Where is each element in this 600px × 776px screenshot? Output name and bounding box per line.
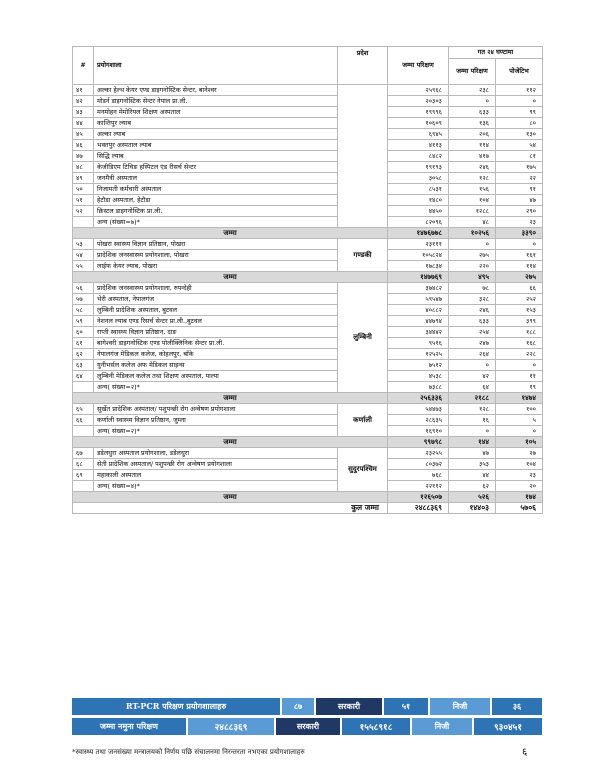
col-24h-tests-header: जम्मा परिक्षण xyxy=(449,59,496,85)
lab-24h-tests: १६ xyxy=(449,415,496,426)
footnote: *स्वास्थ्य तथा जनसंख्या मन्त्रालयको निर्णय पछि संचालनमा निरन्तरता नभएका प्रयोगशालाहरु xyxy=(72,748,305,756)
lab-total-tests: ४५३८ xyxy=(388,371,449,382)
private-samples-count: ९३०४५१ xyxy=(474,718,542,735)
lab-24h-positive: १६१ xyxy=(496,250,543,261)
lab-24h-tests: ६४ xyxy=(449,382,496,393)
lab-number: ५३ xyxy=(73,239,94,250)
lab-name: सिद्धि ल्याब xyxy=(94,151,338,162)
gov-lab-count: ५१ xyxy=(384,698,428,715)
lab-number xyxy=(73,382,94,393)
lab-24h-positive: ११२ xyxy=(496,85,543,96)
lab-24h-tests: ४१७ xyxy=(449,151,496,162)
lab-total-tests: १०५८२४ xyxy=(388,250,449,261)
lab-24h-positive: १३० xyxy=(496,129,543,140)
lab-24h-tests: १३६ xyxy=(449,118,496,129)
lab-24h-tests: ३५३ xyxy=(449,459,496,470)
table-row xyxy=(73,459,543,470)
lab-number: ४१ xyxy=(73,85,94,96)
lab-name: क्रिस्टल डाइगनोस्टिक प्रा.ली. xyxy=(94,206,338,217)
lab-number: ५८ xyxy=(73,305,94,316)
grand-total-tests: २४८८३६९ xyxy=(388,503,449,514)
lab-total-tests: २३२५५ xyxy=(388,448,449,459)
table-row xyxy=(73,239,543,250)
gov-samples-label: सरकारी xyxy=(276,718,340,735)
lab-24h-tests: ११४ xyxy=(449,140,496,151)
lab-total-tests: १६९१० xyxy=(388,426,449,437)
table-row xyxy=(73,140,543,151)
lab-24h-positive: २७ xyxy=(496,448,543,459)
lab-number: ५४ xyxy=(73,250,94,261)
table-row xyxy=(73,250,543,261)
subtotal-label: जम्मा xyxy=(73,393,388,404)
lab-number: ६६ xyxy=(73,415,94,426)
table-row xyxy=(73,305,543,316)
lab-number: ६९ xyxy=(73,470,94,481)
lab-24h-tests: ७८ xyxy=(449,283,496,294)
lab-24h-tests: ४७ xyxy=(449,448,496,459)
lab-total-tests: ३४४४२ xyxy=(388,327,449,338)
lab-number: ४५ xyxy=(73,129,94,140)
lab-24h-positive: २२८ xyxy=(496,349,543,360)
col-total-header: जम्मा परिक्षण xyxy=(388,47,449,85)
lab-24h-positive: ४७ xyxy=(496,195,543,206)
lab-name: कर्णाली स्वास्थ्य विज्ञान प्रतिष्ठान, जुम्ला xyxy=(94,415,338,426)
private-lab-label: निजी xyxy=(430,698,490,715)
lab-name: निजामती कर्मचारी अस्पताल xyxy=(94,184,338,195)
lab-24h-positive: ९९ xyxy=(496,107,543,118)
table-row xyxy=(73,162,543,173)
lab-name: जनमैत्री अस्पताल xyxy=(94,173,338,184)
rt-pcr-label: RT-PCR परिक्षण प्रयोगशालाहरु xyxy=(72,698,280,715)
samples-label: जम्मा नमुना परिक्षण xyxy=(72,718,186,735)
lab-total-tests: ८४८२ xyxy=(388,151,449,162)
table-row xyxy=(73,85,543,96)
lab-number: ६१ xyxy=(73,338,94,349)
lab-number xyxy=(73,481,94,492)
lab-name: नेपालगंज मेडिकल कलेज, कोहलपुर, बाँके xyxy=(94,349,338,360)
province-name: लुम्बिनी xyxy=(338,283,388,393)
lab-24h-positive: २५२ xyxy=(496,294,543,305)
subtotal-total-tests: १४७६७७८ xyxy=(388,228,449,239)
lab-number: ५६ xyxy=(73,283,94,294)
lab-24h-tests: ४२ xyxy=(449,371,496,382)
lab-24h-positive: १०० xyxy=(496,404,543,415)
lab-name: सेती प्रादेशिक अस्पताल/ पशुपन्छी रोग अन्वेषण प्रयोगशाला xyxy=(94,459,338,470)
lab-number xyxy=(73,217,94,228)
lab-name: केजीडिएम टिचिङ हस्पिटल एंड रीसर्च सेन्टर xyxy=(94,162,338,173)
lab-24h-tests: १५६ xyxy=(449,184,496,195)
laboratory-table-body xyxy=(73,85,543,514)
lab-24h-positive: १९ xyxy=(496,382,543,393)
lab-24h-positive: ५ xyxy=(496,415,543,426)
lab-name: भेरी अस्पताल, नेपालगंज xyxy=(94,294,338,305)
subtotal-total-tests: १४७७६९ xyxy=(388,272,449,283)
lab-24h-tests: २४६ xyxy=(449,162,496,173)
lab-24h-positive: ११ xyxy=(496,371,543,382)
subtotal-24h-positive: १४७४ xyxy=(496,393,543,404)
subtotal-24h-positive: १७४ xyxy=(496,492,543,503)
subtotal-row xyxy=(73,492,543,503)
lab-number: ४२ xyxy=(73,96,94,107)
lab-name: लाईफ केयर ल्याब, पोखरा xyxy=(94,261,338,272)
lab-total-tests: ३०५८ xyxy=(388,173,449,184)
grand-total-24h-positive: ५७०६ xyxy=(496,503,543,514)
lab-24h-positive: ९१ xyxy=(496,184,543,195)
lab-number: ५९ xyxy=(73,316,94,327)
subtotal-24h-tests: १०२५६ xyxy=(449,228,496,239)
table-row xyxy=(73,360,543,371)
table-row xyxy=(73,426,543,437)
province-name: गण्डकी xyxy=(338,239,388,272)
lab-total-tests: ६९४५ xyxy=(388,129,449,140)
lab-total-tests: ७५१२ xyxy=(388,360,449,371)
lab-24h-tests: २६४ xyxy=(449,349,496,360)
subtotal-total-tests: १२६५०७ xyxy=(388,492,449,503)
lab-name: डडेलधुरा अस्पताल प्रयोगशाला, डडेलधुरा xyxy=(94,448,338,459)
col-24h-header: गत २४ घण्टामा xyxy=(449,47,543,59)
lab-24h-positive: १६८ xyxy=(496,338,543,349)
lab-name: प्रादेशिक जनस्वास्थ्य प्रयोगशाला, रुपन्देही xyxy=(94,283,338,294)
lab-24h-positive: ० xyxy=(496,426,543,437)
table-row xyxy=(73,129,543,140)
lab-number: ५५ xyxy=(73,261,94,272)
table-row xyxy=(73,415,543,426)
grand-total-row xyxy=(73,503,543,514)
lab-24h-tests: ६२ xyxy=(449,481,496,492)
lab-number: ४७ xyxy=(73,151,94,162)
lab-name: अन्य( संख्या=२)* xyxy=(94,382,338,393)
lab-24h-positive: २९० xyxy=(496,206,543,217)
subtotal-label: जम्मा xyxy=(73,228,388,239)
table-row xyxy=(73,338,543,349)
lab-number: ५७ xyxy=(73,294,94,305)
subtotal-total-tests: ९९७९८ xyxy=(388,437,449,448)
lab-total-tests: ४४७९४ xyxy=(388,316,449,327)
lab-name: अन्य( संख्या=४)* xyxy=(94,481,338,492)
lab-24h-tests: १२८ xyxy=(449,173,496,184)
lab-name: लुम्बिनी प्रादेशिक अस्पताल, बुटवल xyxy=(94,305,338,316)
lab-24h-positive: २३ xyxy=(496,470,543,481)
lab-24h-tests: ४८ xyxy=(449,217,496,228)
lab-24h-tests: २४७ xyxy=(449,338,496,349)
subtotal-total-tests: २५६३३६ xyxy=(388,393,449,404)
lab-24h-positive: ० xyxy=(496,239,543,250)
lab-total-tests: ८५३१ xyxy=(388,184,449,195)
subtotal-label: जम्मा xyxy=(73,437,388,448)
samples-count: २४८८३६९ xyxy=(188,718,274,735)
lab-name: अन्य (संख्या=७)* xyxy=(94,217,338,228)
lab-total-tests: ७६८ xyxy=(388,470,449,481)
table-row xyxy=(73,481,543,492)
lab-total-tests: १९१९३ xyxy=(388,162,449,173)
lab-name: प्रादेशिक जनस्वास्थ्य प्रयोगशाला, पोखरा xyxy=(94,250,338,261)
lab-24h-positive: ० xyxy=(496,360,543,371)
table-row xyxy=(73,195,543,206)
table-row xyxy=(73,118,543,129)
lab-number: ४३ xyxy=(73,107,94,118)
lab-name: मोडर्न डाइगनोस्टिक सेन्टर नेपाल प्रा.ली. xyxy=(94,96,338,107)
lab-number: ६७ xyxy=(73,448,94,459)
table-row xyxy=(73,206,543,217)
subtotal-24h-positive: ३३९० xyxy=(496,228,543,239)
lab-number: ५१ xyxy=(73,195,94,206)
lab-24h-tests: २२० xyxy=(449,261,496,272)
lab-total-tests: २०३०३ xyxy=(388,96,449,107)
subtotal-24h-tests: १४४ xyxy=(449,437,496,448)
gov-lab-label: सरकारी xyxy=(316,698,382,715)
lab-name: महाकाली अस्पताल xyxy=(94,470,338,481)
table-row xyxy=(73,283,543,294)
lab-24h-positive: ६६ xyxy=(496,283,543,294)
lab-name: मनमोहन मेमोरियल शिक्षण अस्पताल xyxy=(94,107,338,118)
lab-total-tests: ९५१६ xyxy=(388,338,449,349)
province-name xyxy=(338,85,388,228)
private-lab-count: ३६ xyxy=(492,698,542,715)
lab-name: राप्ती स्वास्थ्य विज्ञान प्रतिष्ठान, दाङ xyxy=(94,327,338,338)
lab-24h-tests: ० xyxy=(449,426,496,437)
subtotal-24h-tests: ४९५ xyxy=(449,272,496,283)
lab-total-tests: १४८० xyxy=(388,195,449,206)
lab-number: ६३ xyxy=(73,360,94,371)
lab-24h-tests: ४४ xyxy=(449,470,496,481)
subtotal-24h-positive: २७५ xyxy=(496,272,543,283)
lab-24h-positive: ८० xyxy=(496,118,543,129)
table-row xyxy=(73,382,543,393)
laboratory-table xyxy=(72,46,543,514)
table-row xyxy=(73,173,543,184)
table-row xyxy=(73,349,543,360)
col-24h-positive-header: पोजेटिभ xyxy=(496,59,543,85)
lab-total-tests: ३७४८२ xyxy=(388,283,449,294)
lab-name: अन्य( संख्या=२)* xyxy=(94,426,338,437)
subtotal-label: जम्मा xyxy=(73,272,388,283)
lab-total-tests: ८०३७२ xyxy=(388,459,449,470)
lab-24h-tests: ३२८ xyxy=(449,294,496,305)
lab-total-tests: २२११२ xyxy=(388,481,449,492)
lab-name: सुर्खेत प्रादेशिक अस्पताल/ पशुपन्छी रोग अन्वेषण प्रयोगशाला xyxy=(94,404,338,415)
lab-number: ४८ xyxy=(73,162,94,173)
lab-total-tests: १९९९६ xyxy=(388,107,449,118)
lab-24h-tests: २५४ xyxy=(449,327,496,338)
table-row xyxy=(73,217,543,228)
lab-number: ६० xyxy=(73,327,94,338)
table-row xyxy=(73,107,543,118)
lab-24h-positive: १५३ xyxy=(496,305,543,316)
lab-24h-tests: २३८ xyxy=(449,85,496,96)
subtotal-24h-tests: २१८८ xyxy=(449,393,496,404)
subtotal-row xyxy=(73,393,543,404)
lab-name: अल्का ल्याब xyxy=(94,129,338,140)
lab-24h-positive: १७५ xyxy=(496,162,543,173)
lab-24h-tests: ० xyxy=(449,360,496,371)
lab-24h-positive: ३९९ xyxy=(496,316,543,327)
subtotal-row xyxy=(73,272,543,283)
lab-number: ५२ xyxy=(73,206,94,217)
lab-24h-positive: ११४ xyxy=(496,261,543,272)
lab-24h-positive: १०४ xyxy=(496,459,543,470)
lab-total-tests: ५४४७३ xyxy=(388,404,449,415)
table-row xyxy=(73,327,543,338)
table-row xyxy=(73,448,543,459)
lab-total-tests: ४०८८२ xyxy=(388,305,449,316)
subtotal-24h-tests: ५२६ xyxy=(449,492,496,503)
lab-24h-positive: ८१ xyxy=(496,151,543,162)
table-row xyxy=(73,96,543,107)
lab-name: कान्तिपुर ल्याब xyxy=(94,118,338,129)
lab-name: भक्तपुर अस्पताल ल्याब xyxy=(94,140,338,151)
lab-name: लुम्बिनी मेडिकल कलेज तथा शिक्षण अस्पताल, पाल्पा xyxy=(94,371,338,382)
table-row xyxy=(73,316,543,327)
lab-24h-tests: ६३३ xyxy=(449,107,496,118)
lab-24h-tests: १२८ xyxy=(449,404,496,415)
table-row xyxy=(73,371,543,382)
col-no-header: # xyxy=(73,47,94,85)
table-row xyxy=(73,151,543,162)
table-row xyxy=(73,294,543,305)
lab-24h-tests: २७५ xyxy=(449,250,496,261)
subtotal-label: जम्मा xyxy=(73,492,388,503)
table-row xyxy=(73,261,543,272)
col-province-header: प्रदेश xyxy=(338,47,388,85)
province-name: कर्णाली xyxy=(338,404,388,437)
lab-number: ५० xyxy=(73,184,94,195)
grand-total-24h-tests: १४४०३ xyxy=(449,503,496,514)
page-number: ६ xyxy=(522,747,528,758)
lab-24h-tests: १२८८ xyxy=(449,206,496,217)
province-name: सुदुरपश्चिम xyxy=(338,448,388,492)
lab-number: ४४ xyxy=(73,118,94,129)
gov-samples-count: १५५८९१८ xyxy=(342,718,410,735)
lab-name: युनीभर्सल कलेज अफ मेडिकल साइन्स xyxy=(94,360,338,371)
lab-total-tests: ४४५० xyxy=(388,206,449,217)
lab-number: ४९ xyxy=(73,173,94,184)
col-lab-header: प्रयोगशाला xyxy=(94,47,338,85)
lab-24h-tests: ६३३ xyxy=(449,316,496,327)
lab-total-tests: २५९६८ xyxy=(388,85,449,96)
lab-name: अल्का हेल्थ केयर एण्ड डाइगनोस्टिक सेन्टर, बानेश्वर xyxy=(94,85,338,96)
lab-total-tests: १०६०९ xyxy=(388,118,449,129)
lab-24h-tests: ० xyxy=(449,96,496,107)
lab-name: पोखरा स्वास्थ्य विज्ञान प्रतिष्ठान, पोखरा xyxy=(94,239,338,250)
lab-number: ४६ xyxy=(73,140,94,151)
lab-24h-tests: २४६ xyxy=(449,305,496,316)
lab-24h-positive: १८८ xyxy=(496,327,543,338)
subtotal-24h-positive: १०५ xyxy=(496,437,543,448)
lab-24h-positive: २३ xyxy=(496,217,543,228)
lab-name: बागेश्वरी डाइगनोस्टिक एण्ड पोलीक्लिनिक सेन्टर प्रा.ली. xyxy=(94,338,338,349)
lab-total-tests: २८६३५ xyxy=(388,415,449,426)
lab-24h-tests: २०६ xyxy=(449,129,496,140)
lab-name: हेटौडा अस्पताल, हेटौडा xyxy=(94,195,338,206)
table-row xyxy=(73,470,543,481)
lab-number xyxy=(73,426,94,437)
lab-24h-positive: २२ xyxy=(496,173,543,184)
lab-total-tests: २३१११ xyxy=(388,239,449,250)
lab-total-tests: १७८३४ xyxy=(388,261,449,272)
rt-pcr-count: ८७ xyxy=(282,698,314,715)
lab-number: ६२ xyxy=(73,349,94,360)
lab-number: ६५ xyxy=(73,404,94,415)
lab-total-tests: १२५२५ xyxy=(388,349,449,360)
lab-24h-tests: ० xyxy=(449,239,496,250)
lab-24h-positive: ५४ xyxy=(496,140,543,151)
lab-number: ६८ xyxy=(73,459,94,470)
subtotal-row xyxy=(73,437,543,448)
private-samples-label: निजी xyxy=(412,718,472,735)
lab-total-tests: ८२०९६ xyxy=(388,217,449,228)
grand-total-label: कुल जम्मा xyxy=(73,503,388,514)
lab-name: नेशनल ल्याब एण्ड रिसर्च सेन्टर प्रा.ली.,बुटवल xyxy=(94,316,338,327)
lab-24h-positive: २० xyxy=(496,481,543,492)
table-row xyxy=(73,184,543,195)
lab-total-tests: ५९५४७ xyxy=(388,294,449,305)
lab-number: ६४ xyxy=(73,371,94,382)
lab-24h-tests: १०४ xyxy=(449,195,496,206)
table-row xyxy=(73,404,543,415)
lab-24h-positive: ० xyxy=(496,96,543,107)
lab-total-tests: ४११३ xyxy=(388,140,449,151)
lab-total-tests: ७३८८ xyxy=(388,382,449,393)
subtotal-row xyxy=(73,228,543,239)
